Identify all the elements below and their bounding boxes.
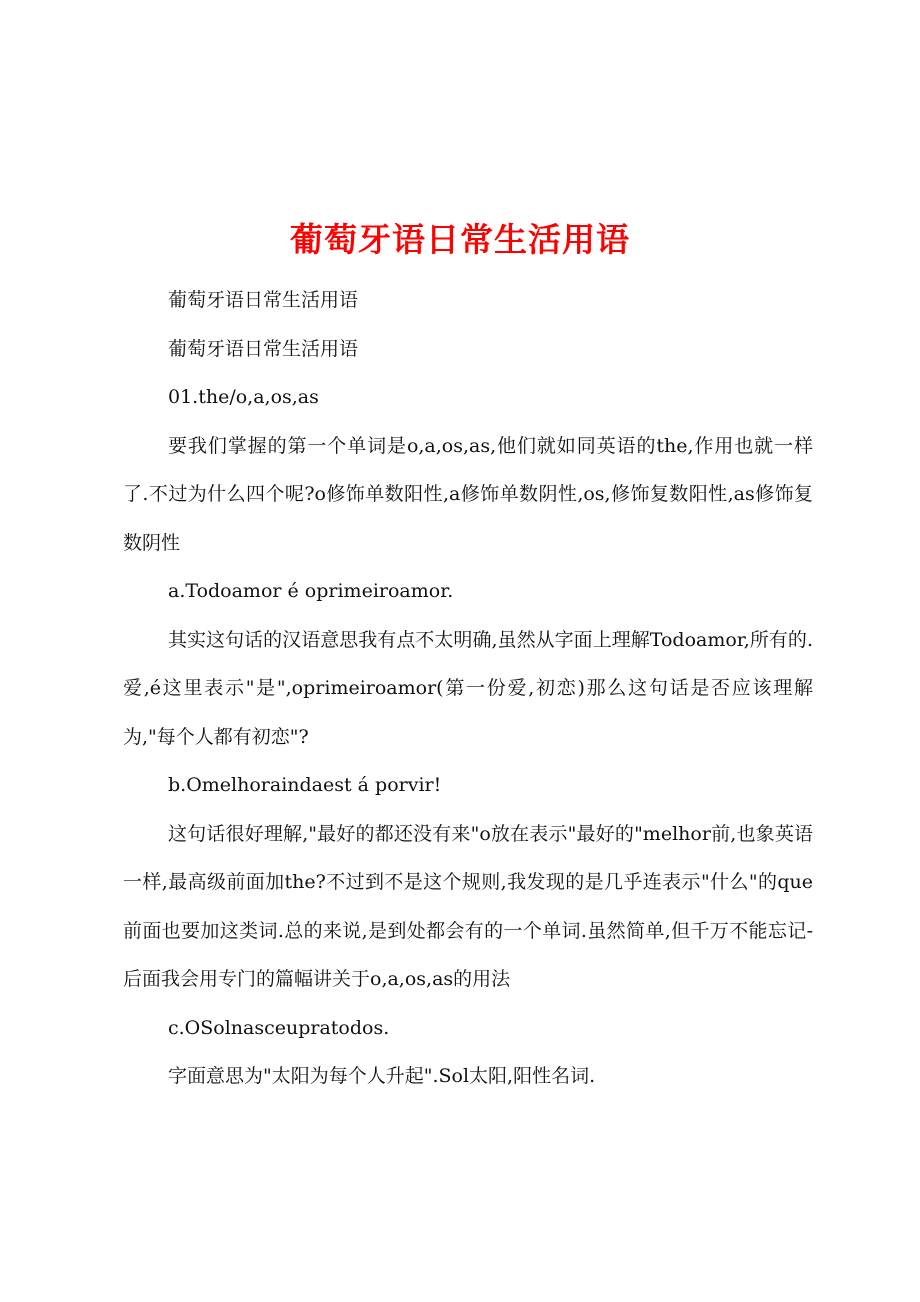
paragraph-subtitle-2: 葡萄牙语日常生活用语 [168, 337, 359, 360]
paragraph-example-c-note: 字面意思为"太阳为每个人升起".Sol太阳,阳性名词. [168, 1065, 596, 1087]
document-title: 葡萄牙语日常生活用语 [290, 220, 630, 260]
paragraph-example-a: a.Todoamor é oprimeiroamor. [168, 580, 454, 602]
paragraph-example-b: b.Omelhoraindaest á porvir! [168, 774, 442, 796]
paragraph-explanation: 要我们掌握的第一个单词是o,a,os,as,他们就如同英语的the,作用也就一样了.不过为什么四个呢?o修饰单数阳性,a修饰单数阴性,os,修饰复数阳性,as修饰复数阴性 [123, 434, 813, 554]
paragraph-section-heading: 01.the/o,a,os,as [168, 386, 319, 408]
document-body [123, 276, 813, 1101]
paragraph-example-c: c.OSolnasceupratodos. [168, 1016, 390, 1039]
paragraph-example-b-note: 这句话很好理解,"最好的都还没有来"o放在表示"最好的"melhor前,也象英语一样,最高级前面加the?不过到不是这个规则,我发现的是几乎连表示"什么"的que前面也要加这类词.总的来说,是到处都会有的一个单词.虽然简单,但千万不能忘记-后面我会用专门的篇幅讲关于o,a,os,as的用法 [123, 822, 813, 990]
paragraph-example-a-note: 其实这句话的汉语意思我有点不太明确,虽然从字面上理解Todoamor,所有的.爱,é这里表示"是",oprimeiroamor(第一份爱,初恋)那么这句话是否应该理解为,"每个人都有初恋"? [123, 628, 813, 748]
paragraph-subtitle-1: 葡萄牙语日常生活用语 [168, 289, 359, 311]
